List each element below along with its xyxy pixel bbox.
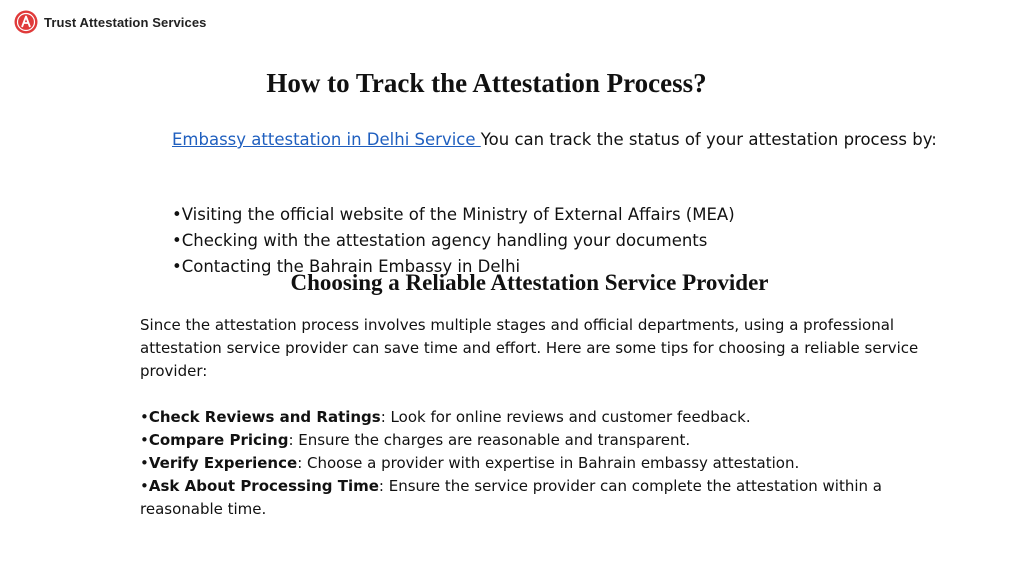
section-title-track: How to Track the Attestation Process? [266,68,707,98]
embassy-attestation-link[interactable]: Embassy attestation in Delhi Service [172,130,481,149]
track-methods-list [172,202,952,280]
brand-name: Trust Attestation Services [44,14,207,30]
tip-label: Verify Experience [148,454,298,472]
provider-intro-paragraph: Since the attestation process involves multiple stages and official departments, using a professional attestation service provider can save time and effort. Here are some tips for choosing a reliable service provider: [140,316,919,380]
bullet: • [140,477,149,495]
tip-text: : Ensure the charges are reasonable and transparent. [288,431,691,449]
tas-logo-icon [14,10,38,34]
tip-text: : Choose a provider with expertise in Bahrain embassy attestation. [297,454,800,472]
track-intro-text: You can track the status of your attestation process by: [480,130,937,149]
brand-logo[interactable] [14,10,207,34]
list-item [140,452,955,475]
bullet: • [140,431,149,449]
list-item [140,429,955,452]
list-item: •Contacting the Bahrain Embassy in Delhi [172,257,521,276]
list-item [140,406,955,429]
list-item [140,475,955,521]
tip-text: : Ensure the service provider can complete the attestation within a reasonable time. [140,477,882,518]
section-title-provider: Choosing a Reliable Attestation Service Provider [290,270,769,295]
tip-label: Ask About Processing Time [148,477,379,495]
tip-label: Check Reviews and Ratings [148,408,381,426]
bullet: • [140,408,149,426]
track-intro-paragraph [172,127,952,152]
tip-label: Compare Pricing [148,431,289,449]
list-item: •Checking with the attestation agency handling your documents [172,231,708,250]
list-item: •Visiting the official website of the Ministry of External Affairs (MEA) [172,205,735,224]
tip-text: : Look for online reviews and customer feedback. [380,408,751,426]
bullet: • [140,454,149,472]
provider-tips-list [140,406,955,521]
